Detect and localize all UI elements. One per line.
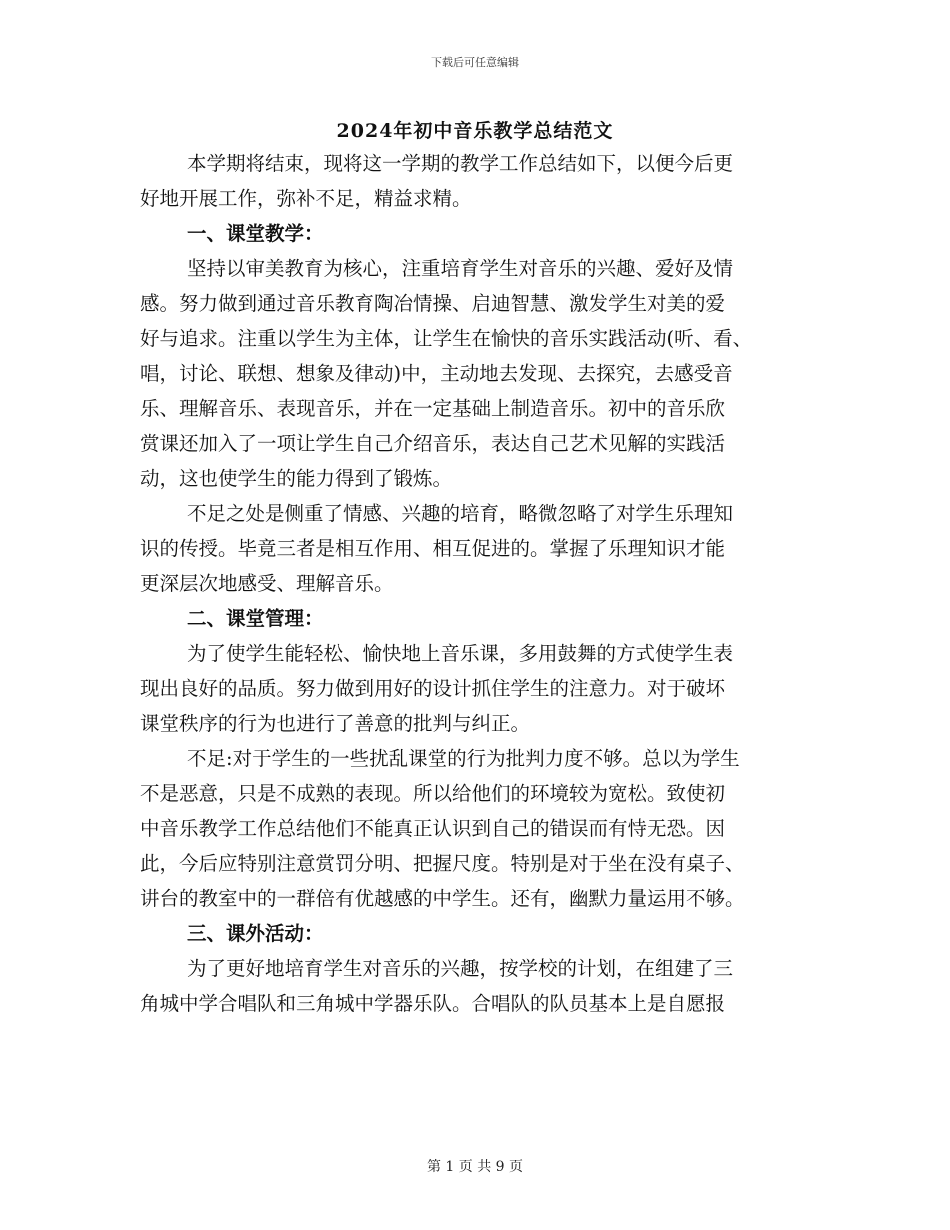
paragraph-line: 识的传授。毕竟三者是相互作用、相互促进的。掌握了乐理知识才能 [140,537,726,560]
paragraph-line: 好与追求。注重以学生为主体，让学生在愉快的音乐实践活动(听、看、 [140,327,753,350]
paragraph-line: 乐、理解音乐、表现音乐，并在一定基础上制造音乐。初中的音乐欣 [140,397,726,420]
paragraph-line: 感。努力做到通过音乐教育陶冶情操、启迪智慧、激发学生对美的爱 [140,292,726,315]
paragraph-line: 唱，讨论、联想、想象及律动)中，主动地去发现、去探究，去感受音 [140,362,733,385]
paragraph-line: 讲台的教室中的一群倍有优越感的中学生。还有，幽默力量运用不够。 [140,887,745,910]
paragraph-line: 现出良好的品质。努力做到用好的设计抓住学生的注意力。对于破坏 [140,677,726,700]
paragraph-line: 好地开展工作，弥补不足，精益求精。 [140,187,472,210]
document-body [140,146,812,1021]
paragraph-line: 课堂秩序的行为也进行了善意的批判与纠正。 [140,712,531,735]
paragraph-line: 赏课还加入了一项让学生自己介绍音乐，表达自己艺术见解的实践活 [140,432,726,455]
section-heading: 三、课外活动： [187,922,324,945]
paragraph-line: 不足之处是侧重了情感、兴趣的培育，略微忽略了对学生乐理知 [187,502,734,525]
paragraph-line: 更深层次地感受、理解音乐。 [140,572,394,595]
paragraph-line: 角城中学合唱队和三角城中学器乐队。合唱队的队员基本上是自愿报 [140,992,726,1015]
paragraph-line: 坚持以审美教育为核心，注重培育学生对音乐的兴趣、爱好及情 [187,257,734,280]
document-title: 2024年初中音乐教学总结范文 [336,120,614,142]
page-number-footer: 第 1 页 共 9 页 [426,1159,524,1175]
paragraph-line: 不是恶意，只是不成熟的表现。所以给他们的环境较为宽松。致使初 [140,782,726,805]
paragraph-line: 此，今后应特别注意赏罚分明、把握尺度。特别是对于坐在没有桌子、 [140,852,745,875]
paragraph-line: 中音乐教学工作总结他们不能真正认识到自己的错误而有恃无恐。因 [140,817,726,840]
page-header-note: 下载后可任意编辑 [431,56,519,69]
paragraph-line: 不足:对于学生的一些扰乱课堂的行为批判力度不够。总以为学生 [187,747,740,770]
section-heading: 二、课堂管理： [187,607,324,630]
paragraph-line: 为了使学生能轻松、愉快地上音乐课，多用鼓舞的方式使学生表 [187,642,734,665]
paragraph-line: 动，这也使学生的能力得到了锻炼。 [140,467,453,490]
paragraph-line: 本学期将结束，现将这一学期的教学工作总结如下，以便今后更 [187,152,734,175]
section-heading: 一、课堂教学： [187,222,324,245]
paragraph-line: 为了更好地培育学生对音乐的兴趣，按学校的计划，在组建了三 [187,957,734,980]
